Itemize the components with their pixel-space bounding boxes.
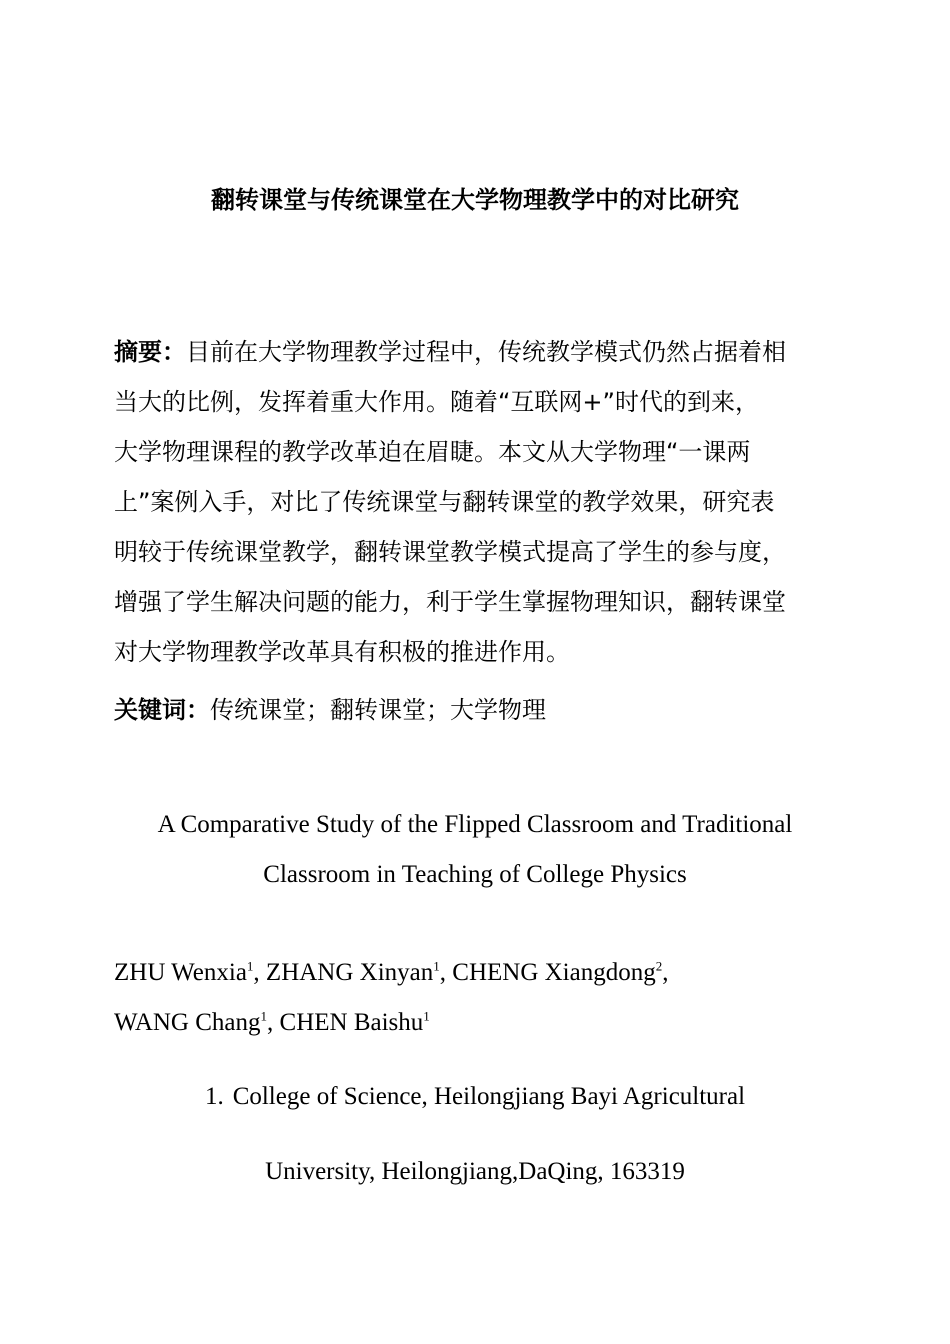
author: WANG Chang$^1$, — [114, 1008, 280, 1036]
english-title-line-2: Classroom in Teaching of College Physics — [263, 861, 687, 888]
abstract-line-1: 摘要：目前在大学物理教学过程中，传统教学模式仍然占据着相 — [114, 338, 786, 366]
abstract-block — [114, 327, 834, 677]
abstract-label: 摘要： — [114, 338, 186, 366]
english-title — [100, 800, 850, 900]
chinese-title: 翻转课堂与传统课堂在大学物理教学中的对比研究 — [211, 186, 739, 214]
affiliation-marker: 1 — [260, 1008, 268, 1024]
abstract-line-3: 大学物理课程的教学改革迫在眉睫。本文从大学物理“一课两 — [114, 438, 751, 466]
affiliation-marker: 2 — [655, 958, 663, 974]
author: CHENG Xiangdong$^2$, — [452, 958, 669, 986]
abstract-line-4: 上”案例入手，对比了传统课堂与翻转课堂的教学效果，研究表 — [114, 488, 775, 516]
affiliation-marker: 1 — [246, 958, 254, 974]
author: CHEN Baishu$^1$ — [279, 1008, 430, 1036]
abstract-line-2: 当大的比例，发挥着重大作用。随着“互联网+”时代的到来， — [114, 388, 759, 416]
affiliation-marker: 1 — [433, 958, 440, 974]
affiliation-line-2: University, Heilongjiang,DaQing, 163319 — [265, 1158, 685, 1185]
author: ZHU Wenxia$^1$, — [114, 958, 266, 986]
author: ZHANG Xinyan$^1$, — [265, 958, 453, 986]
abstract-line-5: 明较于传统课堂教学，翻转课堂教学模式提高了学生的参与度， — [114, 538, 786, 566]
author-list — [114, 948, 834, 1048]
english-title-line-1: A Comparative Study of the Flipped Classroom and Traditional — [157, 811, 793, 838]
keywords-text: 传统课堂；翻转课堂；大学物理 — [210, 696, 546, 724]
abstract-line-7: 对大学物理教学改革具有积极的推进作用。 — [114, 638, 570, 666]
affiliation-number: 1. — [204, 1083, 224, 1110]
abstract-line-6: 增强了学生解决问题的能力，利于学生掌握物理知识，翻转课堂 — [114, 588, 786, 616]
keywords-block — [114, 688, 834, 732]
affiliation-marker: 1 — [423, 1008, 430, 1024]
keywords-label: 关键词： — [114, 696, 210, 724]
affiliation-line-1: 1. College of Science, Heilongjiang Bayi Agricultural — [204, 1083, 746, 1110]
